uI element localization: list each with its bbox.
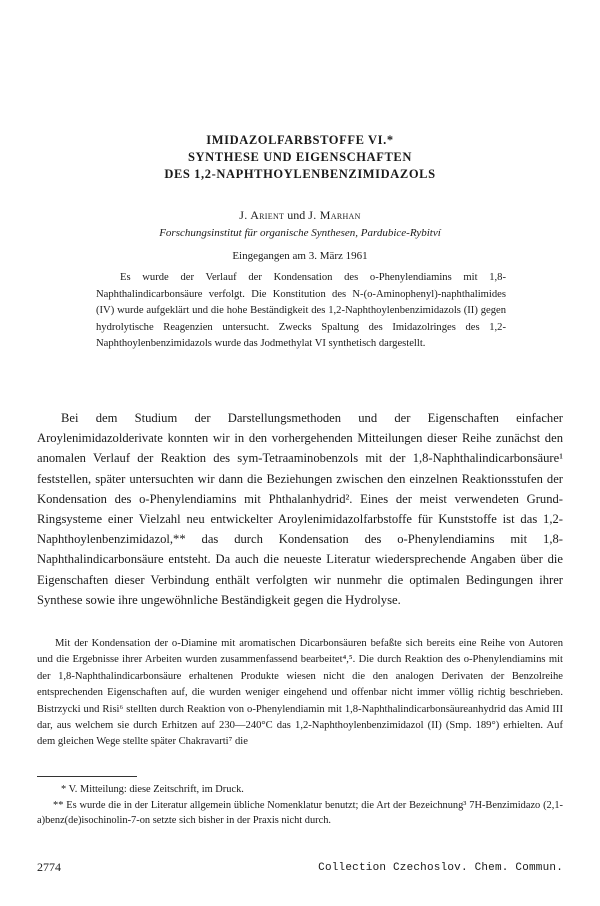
article-title-line-2: SYNTHESE UND EIGENSCHAFTEN [188, 150, 412, 164]
small-print-paragraph: Mit der Kondensation der o-Diamine mit aromatischen Dicarbonsäuren befaßte sich bereits eine Reihe von Autoren und die Ergebnisse ihrer Arbeiten wurden zusammenfassend bearbeitet⁴,⁵. Die durch Reaktion des o-Phenylendiamins mit der 1,8-Naphthalindicarbonsäure erhaltenen Produkte wiesen nicht die den analogen Derivaten der Benzolreihe entsprechenden Eigenschaften auf, die wurden weniger eingehend und offenbar nicht immer völlig richtig beschrieben. Bistrzycki und Risi⁶ stellten durch Reaktion von o-Phenylendiamin mit 1,8-Naphthalindicarbonsäureanhydrid das Amid III dar, aus welchem sie durch Erhitzen auf 230—240°C das 1,2-Naphthoylenbenzimidazol (II) (Smp. 189°) erhielten. Auf dem gleichen Wege stellte später Chakravarti⁷ die [37, 638, 563, 748]
body-paragraph: Bei dem Studium der Darstellungsmethoden und der Eigenschaften einfacher Aroylenimidazolderivate konnten wir in den vorhergehenden Mitteilungen dieser Reihe zunächst den anomalen Verlauf der Reaktion des sym-Tetraaminobenzols mit der 1,8-Naphthalindicarbonsäure¹ feststellen, später untersuchten wir dann die Beziehungen zwischen den einzelnen Reaktionsstufen der Kondensation des o-Phenylendiamins mit Phthalanhydrid². Eines der meist verwendeten Grund-Ringsysteme einer Vielzahl neu entwickelter Aroylenimidazolfarbstoffe für Kunststoffe ist das 1,2-Naphthoylenbenzimidazol,** das durch Kondensation des o-Phenylendiamins mit 1,8-Naphthalindicarbonsäure entsteht. Da auch die neueste Literatur wiedersprechende Angaben über die Eigenschaften dieser Verbindung enthält verfolgten wir nunmehr die optimalen Bedingungen ihrer Synthese sowie ihre ungewöhnliche Beständigkeit gegen die Hydrolyse. [37, 411, 563, 607]
author-conjunction: und [287, 208, 306, 222]
author-line [40, 208, 560, 223]
article-title-line-1: IMIDAZOLFARBSTOFFE VI.* [206, 133, 394, 147]
received-date: Eingegangen am 3. März 1961 [232, 250, 368, 262]
page-number: 2774 [37, 860, 61, 874]
abstract: Es wurde der Verlauf der Kondensation des o-Phenylendiamins mit 1,8-Naphthalindicarbonsäure verfolgt. Die Konstitution des N-(o-Aminophenyl)-naphthalimides (IV) wurde aufgeklärt und die hohe Beständigkeit des 1,2-Naphthoylenbenzimidazols (II) gegen hydrolytische Reagenzien untersucht. Zwecks Spaltung des Imidazolringes des 1,2-Naphthoylenbenzimidazols wurde das Jodmethylat VI synthetisch dargestellt. [96, 272, 506, 350]
footnote-divider [37, 776, 137, 777]
institution: Forschungsinstitut für organische Synthesen, Pardubice-Rybitví [159, 227, 441, 239]
author-2: J. Marhan [308, 208, 361, 222]
footnote-1: * V. Mitteilung: diese Zeitschrift, im Druck. [61, 784, 244, 795]
footnote-2: ** Es wurde die in der Literatur allgemein übliche Nomenklatur benutzt; die Art der Bezeichnung³ 7H-Benzimidazo (2,1-a)benz(de)isochinolin-7-on setzte sich bisher in der Praxis nicht durch. [37, 800, 563, 827]
author-1: J. Arient [239, 208, 285, 222]
article-title-line-3: DES 1,2-NAPHTHOYLENBENZIMIDAZOLS [164, 167, 436, 181]
journal-name: Collection Czechoslov. Chem. Commun. [318, 862, 563, 874]
